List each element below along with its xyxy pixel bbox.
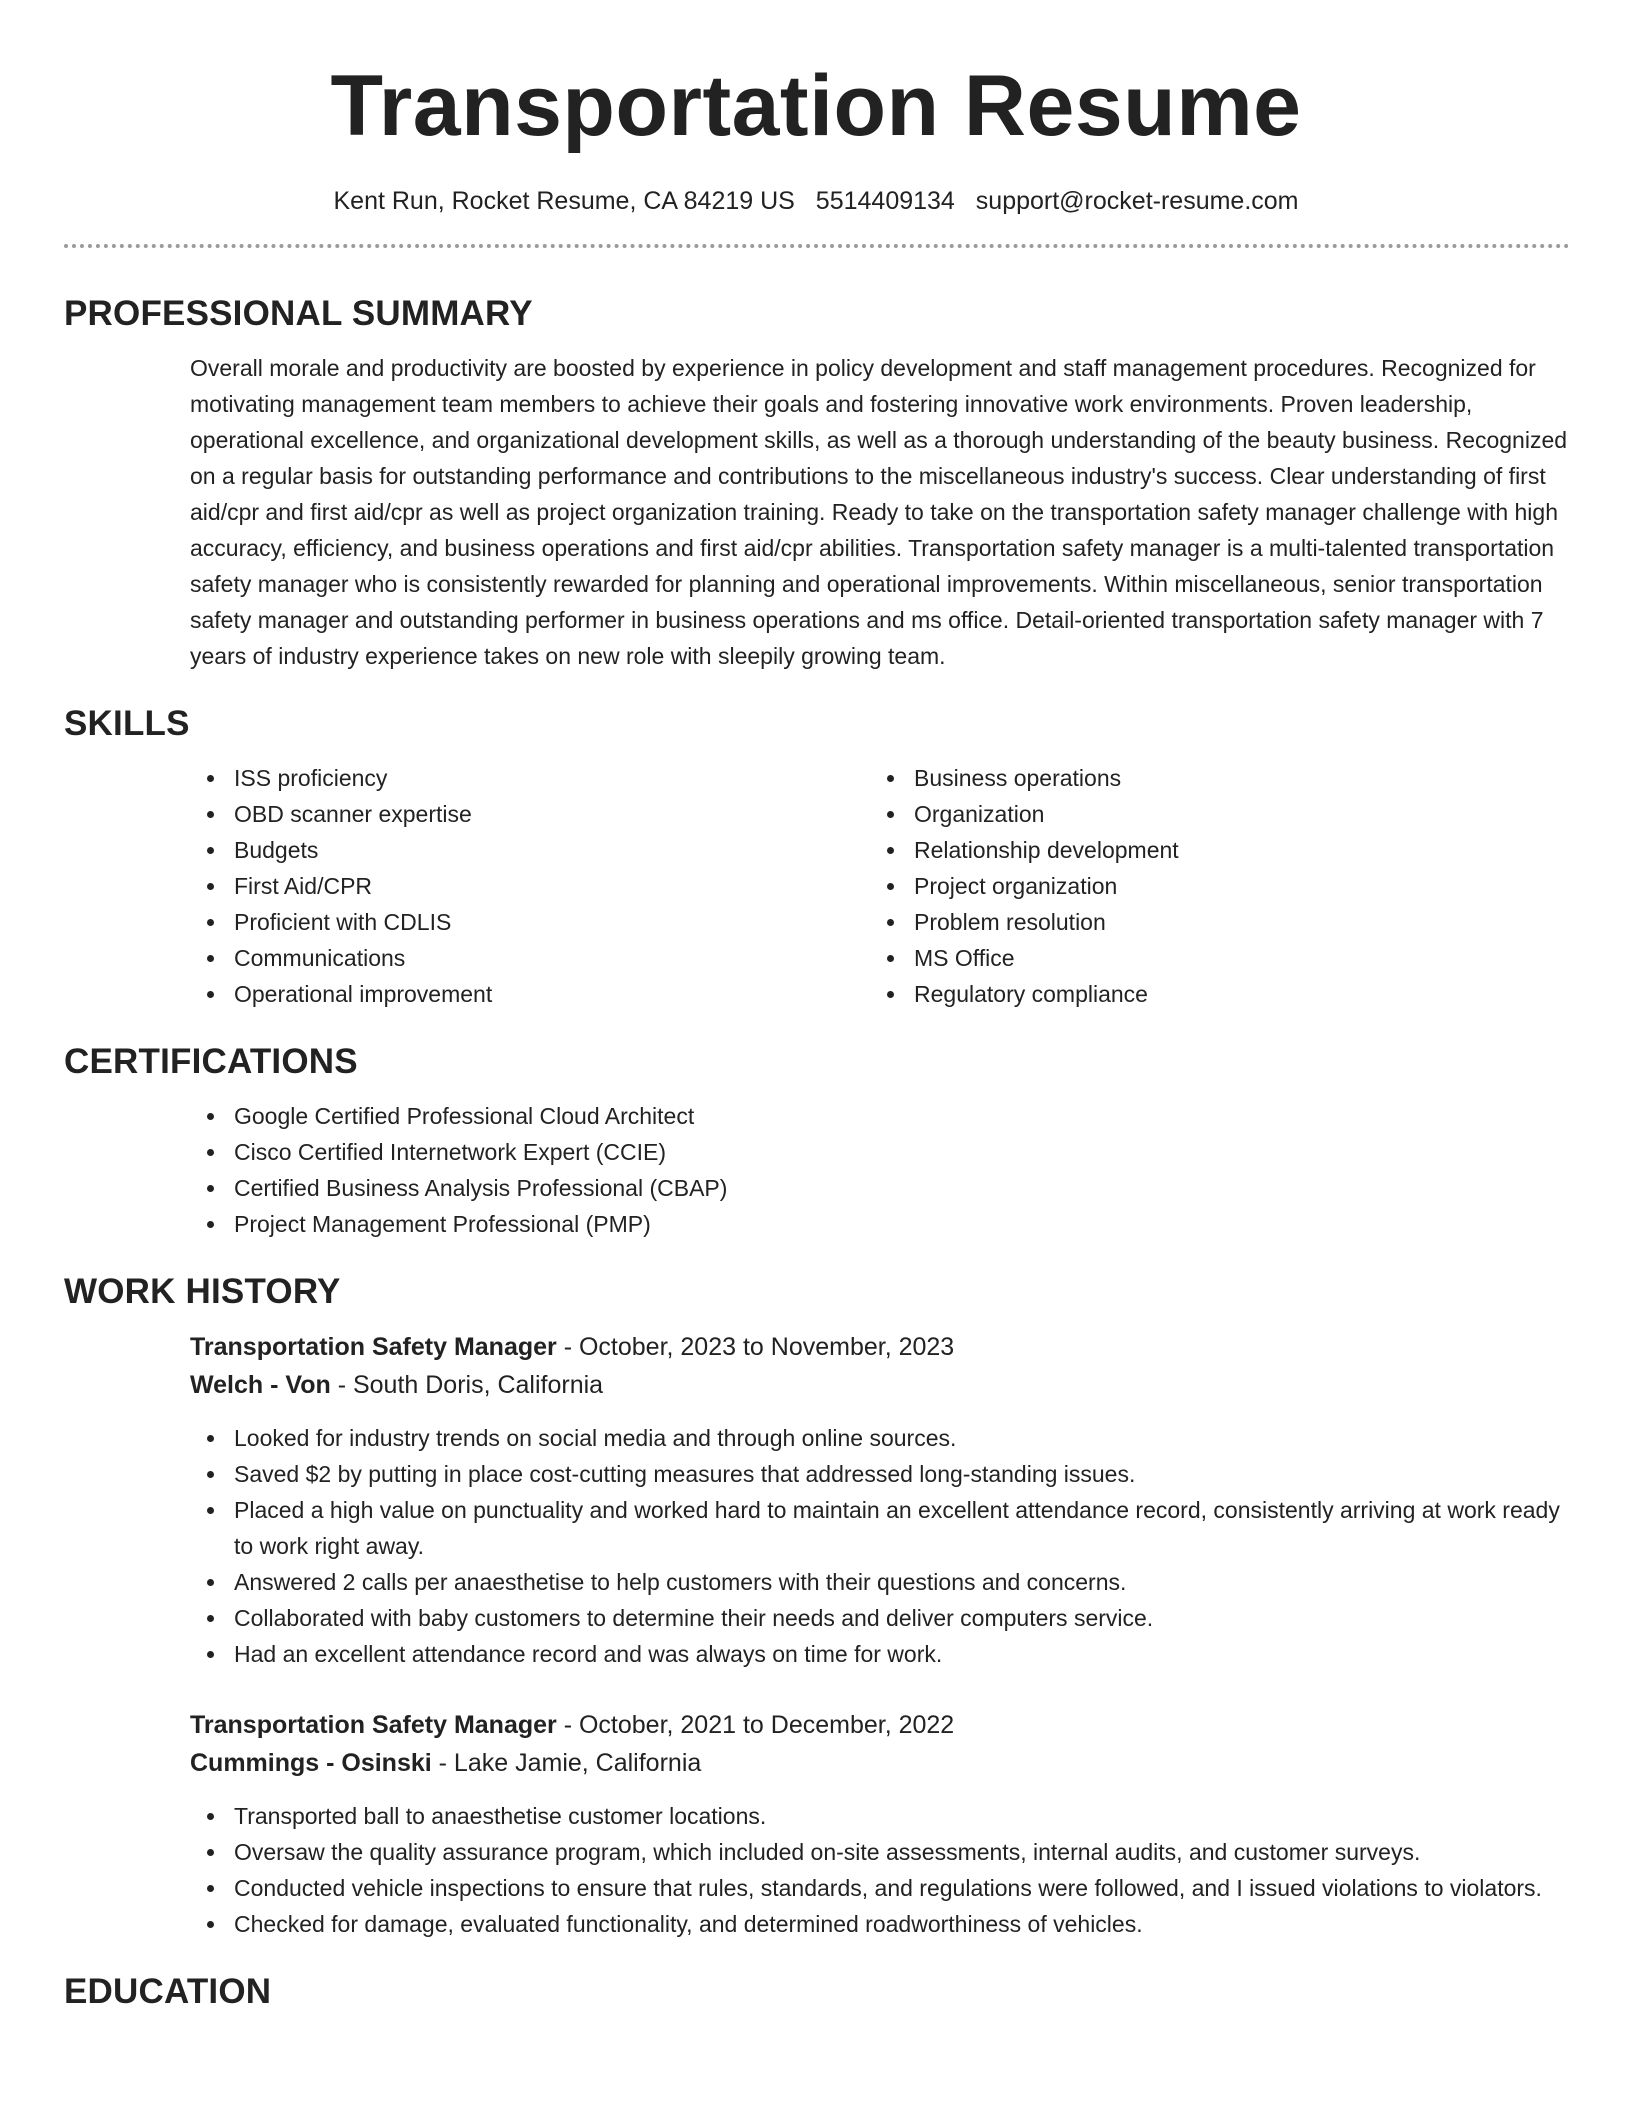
skills-list — [190, 760, 1568, 1012]
summary-heading: PROFESSIONAL SUMMARY — [64, 294, 533, 333]
job-company: Welch - Von — [190, 1371, 331, 1399]
job-duty: Answered 2 calls per anaesthetise to help customers with their questions and concerns. — [190, 1564, 1568, 1600]
skill-item: Regulatory compliance — [870, 976, 1550, 1012]
job-duty: Saved $2 by putting in place cost-cutting measures that addressed long-standing issues. — [190, 1456, 1568, 1492]
job-dates: - October, 2021 to December, 2022 — [556, 1711, 955, 1739]
job-duties — [190, 1420, 1568, 1672]
skill-item: OBD scanner expertise — [190, 796, 870, 832]
job-duty: Checked for damage, evaluated functionality, and determined roadworthiness of vehicles. — [190, 1906, 1568, 1942]
job-duty: Placed a high value on punctuality and worked hard to maintain an excellent attendance record, consistently arriving at work ready to work right away. — [190, 1492, 1568, 1564]
education-heading: EDUCATION — [64, 1972, 272, 2011]
job-title-line — [190, 1706, 1568, 1744]
certification-item: Project Management Professional (PMP) — [190, 1206, 1568, 1242]
job-company-line — [190, 1366, 1568, 1404]
job-duty: Collaborated with baby customers to determine their needs and deliver computers service. — [190, 1600, 1568, 1636]
skill-item: Business operations — [870, 760, 1550, 796]
skill-item: Proficient with CDLIS — [190, 904, 870, 940]
skill-item: MS Office — [870, 940, 1550, 976]
contact-phone: 5514409134 — [815, 187, 955, 215]
summary-text: Overall morale and productivity are boosted by experience in policy development and staff management procedures. Recognized for motivating management team members to achieve their goals and fostering innovative work environments. Proven leadership, operational excellence, and organizational development skills, as well as a thorough understanding of the beauty business. Recognized on a regular basis for outstanding performance and contributions to the miscellaneous industry's success. Clear understanding of first aid/cpr and first aid/cpr as well as project organization training. Ready to take on the transportation safety manager challenge with high accuracy, efficiency, and business operations and first aid/cpr abilities. Transportation safety manager is a multi-talented transportation safety manager who is consistently rewarded for planning and operational improvements. Within miscellaneous, senior transportation safety manager and outstanding performer in business operations and ms office. Detail-oriented transportation safety manager with 7 years of industry experience takes on new role with sleepily growing team. — [190, 355, 1568, 669]
job-location: - Lake Jamie, California — [431, 1749, 702, 1777]
job-company: Cummings - Osinski — [190, 1749, 432, 1777]
skill-item: Organization — [870, 796, 1550, 832]
skill-item: First Aid/CPR — [190, 868, 870, 904]
certification-item: Google Certified Professional Cloud Architect — [190, 1098, 1568, 1134]
skill-item: ISS proficiency — [190, 760, 870, 796]
job-duty: Conducted vehicle inspections to ensure that rules, standards, and regulations were followed, and I issued violations to violators. — [190, 1870, 1568, 1906]
skill-item: Relationship development — [870, 832, 1550, 868]
work-history-heading: WORK HISTORY — [64, 1272, 341, 1311]
skill-item: Problem resolution — [870, 904, 1550, 940]
job-title: Transportation Safety Manager — [190, 1711, 557, 1739]
certifications-heading: CERTIFICATIONS — [64, 1042, 358, 1081]
skills-column-right — [870, 760, 1550, 1012]
resume-title: Transportation Resume — [330, 58, 1302, 154]
job-duty: Transported ball to anaesthetise customer locations. — [190, 1798, 1568, 1834]
skill-item: Budgets — [190, 832, 870, 868]
skills-heading: SKILLS — [64, 704, 190, 743]
contact-email: support@rocket-resume.com — [975, 187, 1299, 215]
header-divider — [64, 244, 1570, 248]
job-entry — [190, 1328, 1568, 1672]
resume-page — [64, 0, 1568, 2014]
skill-item: Communications — [190, 940, 870, 976]
skill-item: Project organization — [870, 868, 1550, 904]
skill-item: Operational improvement — [190, 976, 870, 1012]
job-location: - South Doris, California — [330, 1371, 604, 1399]
skills-column-left — [190, 760, 870, 1012]
contact-line — [64, 185, 1568, 217]
job-entry — [190, 1706, 1568, 1942]
certifications-list — [190, 1098, 1568, 1242]
job-title: Transportation Safety Manager — [190, 1333, 557, 1361]
job-duty: Had an excellent attendance record and was always on time for work. — [190, 1636, 1568, 1672]
job-dates: - October, 2023 to November, 2023 — [556, 1333, 955, 1361]
job-title-line — [190, 1328, 1568, 1366]
job-duties — [190, 1798, 1568, 1942]
contact-address: Kent Run, Rocket Resume, CA 84219 US — [333, 187, 795, 215]
certification-item: Cisco Certified Internetwork Expert (CCIE) — [190, 1134, 1568, 1170]
job-company-line — [190, 1744, 1568, 1782]
certification-item: Certified Business Analysis Professional (CBAP) — [190, 1170, 1568, 1206]
job-duty: Oversaw the quality assurance program, which included on-site assessments, internal audits, and customer surveys. — [190, 1834, 1568, 1870]
job-duty: Looked for industry trends on social media and through online sources. — [190, 1420, 1568, 1456]
